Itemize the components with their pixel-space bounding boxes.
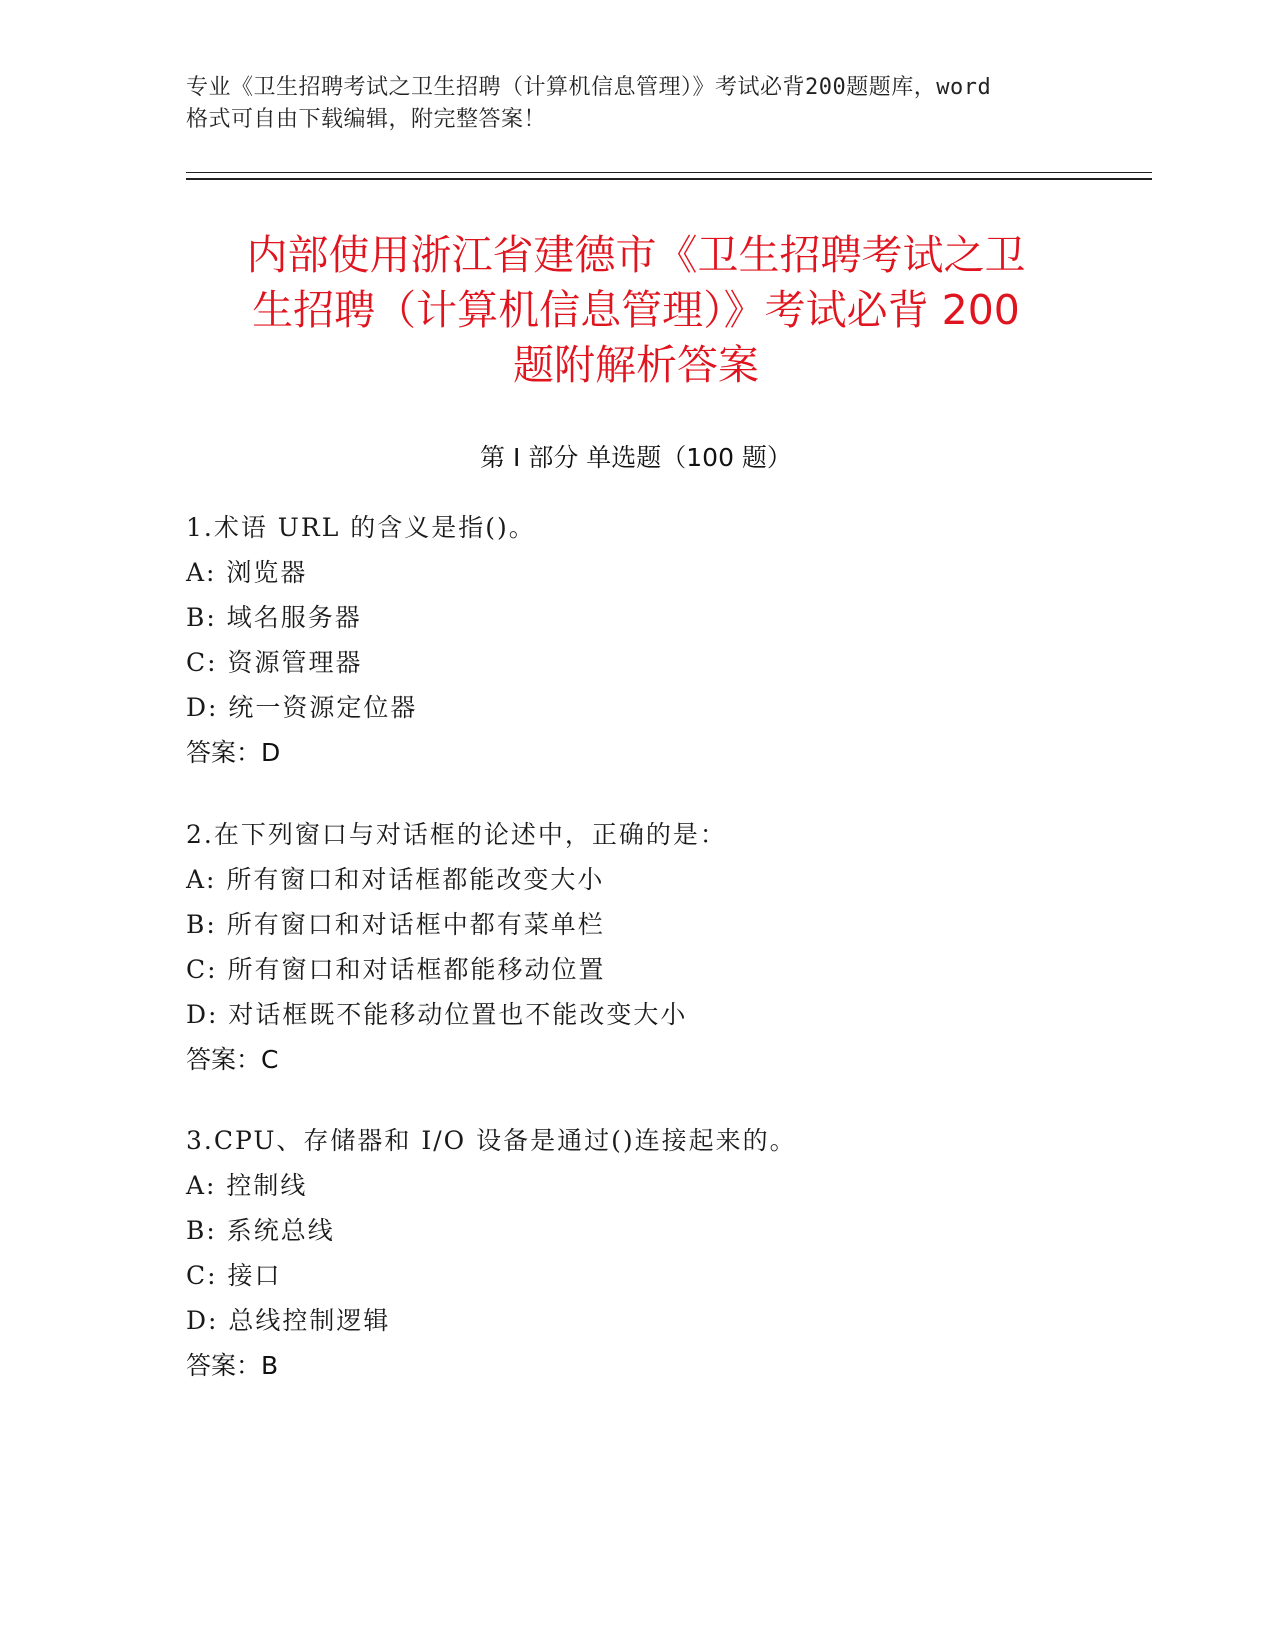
question-3: [186, 1118, 1086, 1388]
option-a: A: 所有窗口和对话框都能改变大小: [186, 865, 605, 894]
question-stem: 3.CPU、存储器和 I/O 设备是通过()连接起来的。: [186, 1126, 797, 1155]
option-c: C: 接口: [186, 1261, 282, 1290]
answer: 答案：C: [186, 1045, 279, 1074]
section-title: 第 I 部分 单选题（100 题）: [480, 443, 792, 472]
header-note: [186, 72, 1106, 136]
option-a: A: 浏览器: [186, 558, 308, 587]
question-stem: 1.术语 URL 的含义是指()。: [186, 513, 536, 542]
document-title: [186, 228, 1086, 393]
option-d: D: 统一资源定位器: [186, 693, 418, 722]
question-2: [186, 812, 1086, 1082]
answer: 答案：D: [186, 738, 281, 767]
header-note-line-1: 专业《卫生招聘考试之卫生招聘（计算机信息管理）》考试必背200题题库，word: [186, 75, 992, 100]
option-c: C: 所有窗口和对话框都能移动位置: [186, 955, 606, 984]
option-b: B: 系统总线: [186, 1216, 335, 1245]
option-b: B: 所有窗口和对话框中都有菜单栏: [186, 910, 605, 939]
option-d: D: 总线控制逻辑: [186, 1306, 391, 1335]
option-c: C: 资源管理器: [186, 648, 363, 677]
document-title-line-3: 题附解析答案: [513, 341, 759, 389]
answer: 答案：B: [186, 1351, 279, 1380]
document-title-line-1: 内部使用浙江省建德市《卫生招聘考试之卫: [246, 231, 1026, 279]
document-title-line-2: 生招聘（计算机信息管理）》考试必背 200: [252, 286, 1020, 334]
question-stem: 2.在下列窗口与对话框的论述中，正确的是：: [186, 820, 727, 849]
question-1: [186, 505, 1086, 775]
header-rule-top: [186, 172, 1152, 173]
header-rule-bottom: [186, 178, 1152, 180]
header-note-line-2: 格式可自由下载编辑，附完整答案！: [186, 107, 547, 132]
option-b: B: 域名服务器: [186, 603, 362, 632]
option-d: D: 对话框既不能移动位置也不能改变大小: [186, 1000, 688, 1029]
option-a: A: 控制线: [186, 1171, 308, 1200]
